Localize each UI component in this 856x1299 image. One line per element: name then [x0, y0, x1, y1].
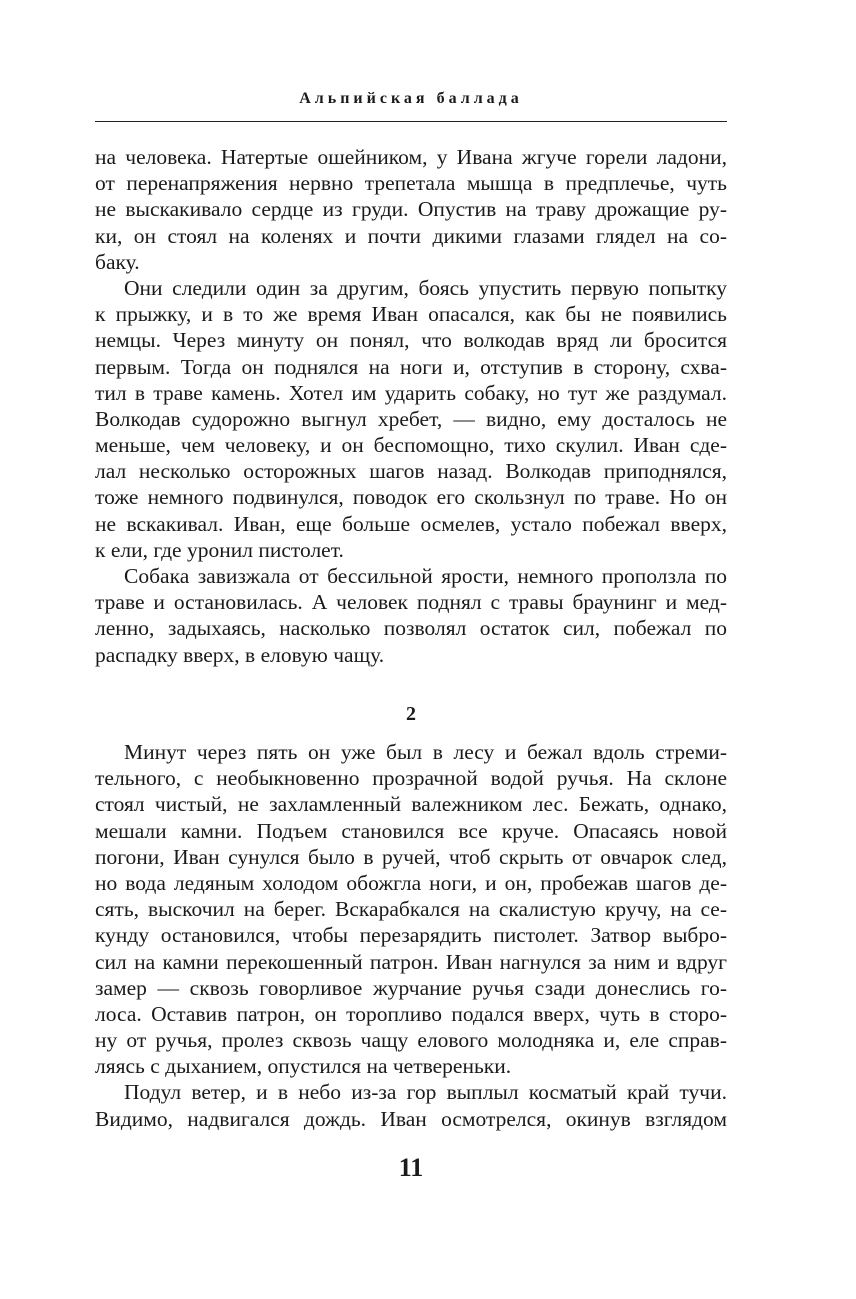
text-line: от перенапряжения нервно трепетала мышца в предплечье, чуть	[95, 171, 727, 196]
text-line: Они следили один за другим, боясь упустить первую попытку	[124, 275, 727, 300]
text-line: Подул ветер, и в небо из-за гор выплыл косматый край тучи.	[124, 1080, 727, 1105]
text-line: не выскакивало сердце из груди. Опустив на траву дрожащие ру-	[95, 197, 727, 222]
running-head-title: Альпийская баллада	[299, 90, 523, 107]
text-line: лал несколько осторожных шагов назад. Волкодав приподнялся,	[95, 459, 727, 484]
text-line: ки, он стоял на коленях и почти дикими глазами глядел на со-	[95, 223, 727, 248]
header-rule	[95, 121, 727, 122]
text-line: сять, выскочил на берег. Вскарабкался на скалистую кручу, на се-	[95, 897, 727, 922]
text-line: тоже немного подвинулся, поводок его скользнул по траве. Но он	[95, 485, 727, 510]
text-block-2	[95, 739, 727, 1132]
text-line: тельного, с необыкновенно прозрачной водой ручья. На склоне	[95, 766, 727, 791]
text-line: ляясь с дыханием, опустился на четвереньки.	[95, 1054, 512, 1079]
text-line: Минут через пять он уже был в лесу и бежал вдоль стреми-	[124, 740, 727, 764]
text-line: распадку вверх, в еловую чащу.	[95, 642, 385, 667]
text-line: ну от ручья, пролез сквозь чащу елового молодняка и, еле справ-	[95, 1028, 727, 1053]
text-line: Собака завизжала от бессильной ярости, немного проползла по	[124, 564, 727, 588]
paragraph	[95, 144, 727, 275]
section-number: 2	[406, 703, 416, 725]
text-line: замер — сквозь говорливое журчание ручья сзади донеслись го-	[95, 975, 727, 1000]
paragraph	[95, 739, 727, 1079]
text-line: сил на камни перекошенный патрон. Иван нагнулся за ним и вдруг	[95, 949, 727, 974]
text-line: на человека. Натертые ошейником, у Ивана жгуче горели ладони,	[95, 145, 727, 169]
text-line: ленно, задыхаясь, насколько позволял остаток сил, побежал по	[95, 616, 727, 641]
text-line: погони, Иван сунулся было в ручей, чтоб скрыть от овчарок след,	[95, 844, 727, 869]
text-line: мешали камни. Подъем становился все круче. Опасаясь новой	[95, 818, 727, 843]
text-block-1	[95, 144, 727, 668]
text-line: баку.	[95, 249, 140, 274]
text-line: стоял чистый, не захламленный валежником лес. Бежать, однако,	[95, 792, 727, 817]
paragraph	[95, 275, 727, 563]
paragraph	[95, 563, 727, 668]
text-line: тил в траве камень. Хотел им ударить собаку, но тут же раздумал.	[95, 380, 727, 405]
paragraph	[95, 1079, 727, 1131]
text-line: лоса. Оставив патрон, он торопливо подался вверх, чуть в сторо-	[95, 1001, 727, 1026]
text-line: Видимо, надвигался дождь. Иван осмотрелся, окинув взглядом	[95, 1106, 727, 1131]
text-line: к прыжку, и в то же время Иван опасался, как бы не появились	[95, 302, 727, 327]
text-line: но вода ледяным холодом обожгла ноги, и он, пробежав шагов де-	[95, 870, 727, 895]
text-line: не вскакивал. Иван, еще больше осмелев, устало побежал вверх,	[95, 511, 727, 536]
page-number: 11	[398, 1153, 424, 1182]
text-line: к ели, где уронил пистолет.	[95, 537, 344, 562]
text-line: меньше, чем человеку, и он беспомощно, тихо скулил. Иван сде-	[95, 433, 727, 458]
text-line: немцы. Через минуту он понял, что волкодав вряд ли бросится	[95, 328, 727, 353]
text-line: первым. Тогда он поднялся на ноги и, отступив в сторону, схва-	[95, 354, 727, 379]
text-line: траве и остановилась. А человек поднял с травы браунинг и мед-	[95, 590, 727, 615]
text-line: кунду остановился, чтобы перезарядить пистолет. Затвор выбро-	[95, 923, 727, 948]
text-line: Волкодав судорожно выгнул хребет, — видно, ему досталось не	[95, 406, 727, 431]
